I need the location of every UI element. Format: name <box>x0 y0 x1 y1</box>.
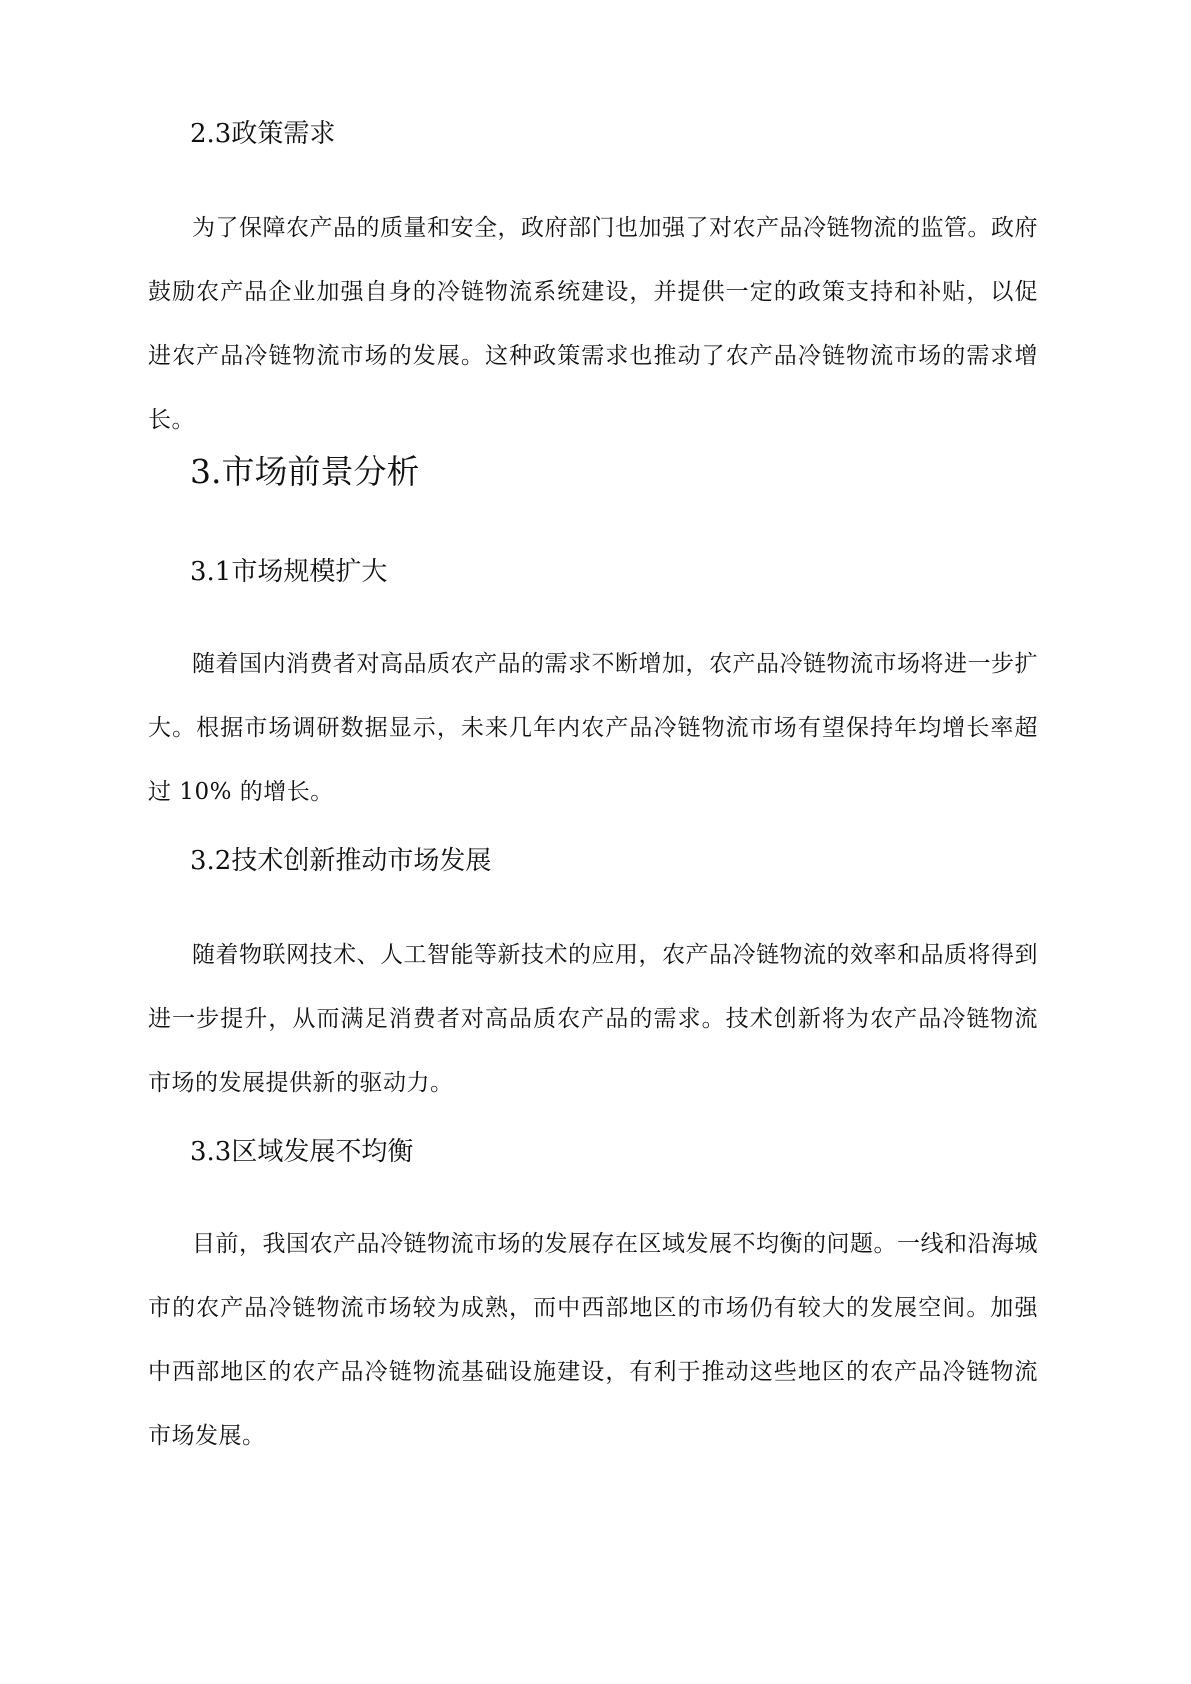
section-3-3-heading: 3.3区域发展不均衡 <box>190 1137 414 1167</box>
section-2-3-paragraph: 为了保障农产品的质量和安全，政府部门也加强了对农产品冷链物流的监管。政府鼓励农产品企业加强自身的冷链物流系统建设，并提供一定的政策支持和补贴，以促进农产品冷链物流市场的发展。这种政策需求也推动了农产品冷链物流市场的需求增长。 <box>148 215 1038 433</box>
section-2-3-heading: 2.3政策需求 <box>190 119 336 149</box>
section-3-3-paragraph: 目前，我国农产品冷链物流市场的发展存在区域发展不均衡的问题。一线和沿海城市的农产品冷链物流市场较为成熟，而中西部地区的市场仍有较大的发展空间。加强中西部地区的农产品冷链物流基础设施建设，有利于推动这些地区的农产品冷链物流市场发展。 <box>148 1231 1038 1449</box>
section-3-2-heading: 3.2技术创新推动市场发展 <box>190 846 492 876</box>
section-3-1-paragraph: 随着国内消费者对高品质农产品的需求不断增加，农产品冷链物流市场将进一步扩大。根据市场调研数据显示，未来几年内农产品冷链物流市场有望保持年均增长率超过 10% 的增长。 <box>148 651 1038 805</box>
section-3-1-heading: 3.1市场规模扩大 <box>190 557 388 587</box>
section-3-2-paragraph: 随着物联网技术、人工智能等新技术的应用，农产品冷链物流的效率和品质将得到进一步提升，从而满足消费者对高品质农产品的需求。技术创新将为农产品冷链物流市场的发展提供新的驱动力。 <box>148 942 1038 1096</box>
section-3-heading: 3.市场前景分析 <box>190 452 420 491</box>
